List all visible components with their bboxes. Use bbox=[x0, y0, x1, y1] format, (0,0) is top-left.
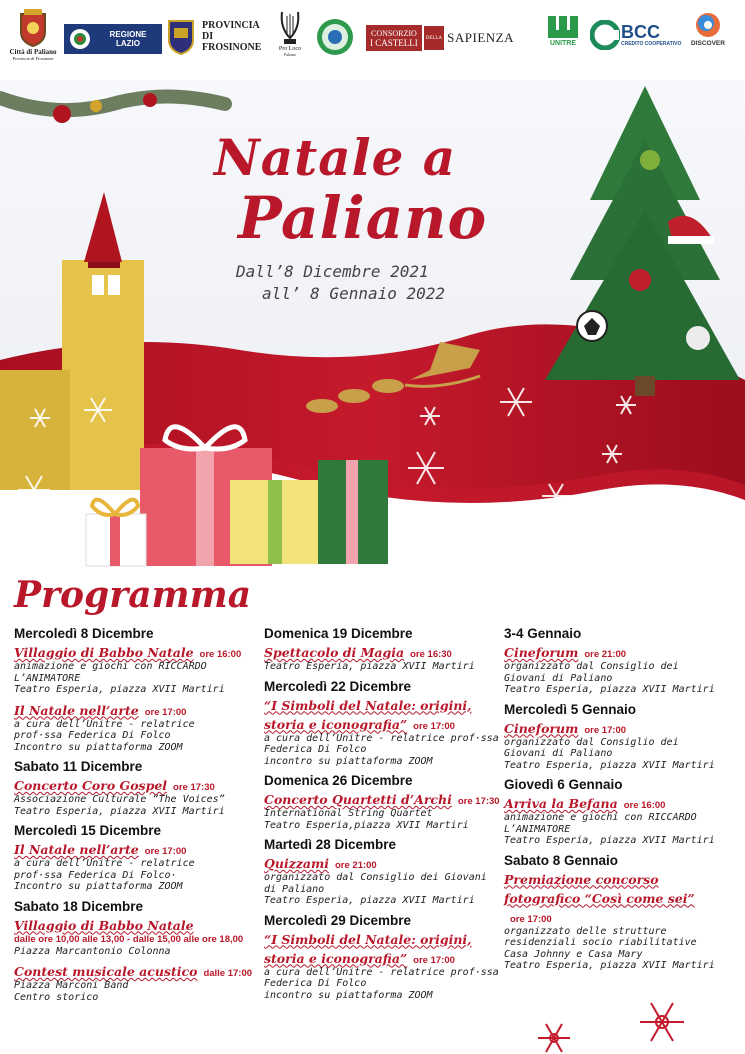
event-date: Martedì 28 Dicembre bbox=[264, 837, 397, 852]
event-title: Villaggio di Babbo Natale bbox=[14, 645, 194, 660]
event-description: a cura dell’Unitre - relatrice prof·ssa Federica Di Folco· Incontro su piattaforma ZOOM bbox=[14, 858, 195, 892]
event-description: organizzato dal Consiglio dei Giovani di Paliano Teatro Esperia, piazza XVII Martiri bbox=[504, 661, 715, 695]
event-date: Mercoledì 22 Dicembre bbox=[264, 678, 412, 694]
event-title: “I Simboli del Natale: origini, storia e iconografia” bbox=[264, 697, 472, 732]
consorzio-logo: CONSORZIO I CASTELLI DELLA SAPIENZA bbox=[366, 25, 514, 51]
event-item bbox=[504, 793, 739, 847]
event-time: ore 16:00 bbox=[623, 800, 666, 811]
event-time: dalle 17:00 bbox=[203, 968, 253, 979]
title-line-1: Natale a bbox=[214, 128, 457, 187]
event-date: Mercoledì 15 Dicembre bbox=[14, 823, 162, 838]
swirl-icon bbox=[693, 10, 723, 40]
event-title: “I Simboli del Natale: origini, storia e iconografia” bbox=[264, 931, 472, 966]
regione-label: REGIONE LAZIO bbox=[109, 30, 147, 48]
event-title: Cineforum bbox=[504, 720, 579, 736]
event-time: ore 21:00 bbox=[584, 649, 627, 660]
event-date: Domenica 19 Dicembre bbox=[264, 626, 413, 641]
event-item bbox=[504, 642, 739, 696]
crest-icon bbox=[18, 8, 48, 48]
event-date: Mercoledì 8 Dicembre bbox=[14, 626, 154, 641]
event-item bbox=[504, 869, 739, 972]
bottom-snowflakes bbox=[0, 974, 745, 1054]
event-description: a cura dell’Unitre - relatrice prof·ssa Federica Di Folco Incontro su piattaforma ZOOM bbox=[14, 718, 195, 753]
program-column-3 bbox=[504, 626, 739, 976]
event-time: ore 17:00 bbox=[584, 724, 627, 736]
event-title: Contest musicale acustico bbox=[14, 964, 198, 979]
event-description: organizzato dal Consiglio dei Giovani di Paliano Teatro Esperia, piazza XVII Martiri bbox=[264, 872, 487, 906]
event-description: animazione e giochi con RICCARDO L’ANIMATORE Teatro Esperia, piazza XVII Martiri bbox=[504, 812, 715, 846]
event-item bbox=[14, 839, 259, 893]
lyre-icon bbox=[278, 8, 302, 46]
event-time: ore 17:30 bbox=[457, 796, 500, 807]
event-description: animazione e giochi con RICCARDO L’ANIMATORE Teatro Esperia, piazza XVII Martiri bbox=[14, 661, 225, 695]
event-time: ore 17:00 bbox=[413, 954, 455, 966]
date-range-line-1: Dall’8 Dicembre 2021 bbox=[236, 262, 429, 281]
event-title: Concerto Quartetti d’Archi bbox=[264, 792, 452, 807]
event-time: ore 16:30 bbox=[410, 649, 452, 660]
event-item bbox=[264, 853, 504, 907]
event-title: Il Natale nell’arte bbox=[14, 702, 139, 718]
event-time-range: dalle ore 10,00 alle 13,00 - dalle 15,00 alle ore 18,00 bbox=[14, 933, 244, 945]
event-description: Piazza Marconi Band Centro storico bbox=[14, 980, 129, 1003]
event-item bbox=[14, 775, 259, 817]
event-date: Sabato 8 Gennaio bbox=[504, 852, 619, 868]
date-range-line-2: all’ 8 Gennaio 2022 bbox=[262, 284, 446, 303]
bcc-logo: BCC CREDITO COOPERATIVO bbox=[590, 18, 681, 52]
event-date: Giovedì 6 Gennaio bbox=[504, 777, 623, 792]
program-heading: Programma bbox=[14, 574, 252, 616]
proloco-logo: Pro Loco Paliano bbox=[272, 8, 308, 57]
event-time: ore 17:30 bbox=[173, 782, 215, 793]
event-time: ore 17:00 bbox=[510, 913, 552, 925]
event-item bbox=[14, 700, 259, 754]
green-seal-icon bbox=[316, 18, 354, 56]
event-description: Piazza Marcantonio Colonna bbox=[14, 945, 171, 957]
circle-green-logo bbox=[316, 18, 354, 56]
discover-logo: DISCOVER bbox=[686, 10, 730, 47]
provincia-label: PROVINCIA DI FROSINONE bbox=[202, 19, 262, 53]
event-time: ore 17:00 bbox=[413, 720, 455, 732]
event-date: Sabato 11 Dicembre bbox=[14, 759, 143, 774]
event-description: a cura dell’Unitre - relatrice prof·ssa Federica Di Folco incontro su piattaforma ZOOM bbox=[264, 732, 499, 767]
event-date: Sabato 18 Dicembre bbox=[14, 898, 144, 914]
event-description: organizzato dal Consiglio dei Giovani di Paliano Teatro Esperia, piazza XVII Martiri bbox=[504, 736, 715, 771]
event-title: Quizzami bbox=[264, 856, 329, 871]
regione-lazio-logo bbox=[64, 24, 162, 54]
event-title: Cineforum bbox=[504, 645, 579, 660]
unitre-mark-icon bbox=[546, 14, 580, 40]
event-date: Mercoledì 29 Dicembre bbox=[264, 912, 412, 928]
event-time: ore 17:00 bbox=[144, 706, 187, 718]
regione-emblem-icon bbox=[65, 25, 95, 53]
event-description: Associazione Culturale “The Voices” Teatro Esperia, piazza XVII Martiri bbox=[14, 794, 225, 817]
event-title: Premiazione concorso fotografico “Così come sei” bbox=[504, 871, 695, 906]
bcc-mark-icon bbox=[590, 20, 620, 50]
title-line-2: Paliano bbox=[238, 184, 488, 252]
hero-illustration bbox=[0, 80, 745, 580]
event-item bbox=[264, 695, 504, 768]
event-description: a cura dell’Unitre - relatrice prof·ssa Federica Di Folco incontro su piattaforma ZOOM bbox=[264, 966, 499, 1001]
event-date: Domenica 26 Dicembre bbox=[264, 773, 413, 788]
event-time: ore 16:00 bbox=[199, 649, 242, 660]
event-description: organizzato delle strutture residenziali socio riabilitative Casa Johnny e Casa Mary Teatro Esperia, piazza XVII Martiri bbox=[504, 925, 715, 971]
comune-logo: Città di Paliano Provincia di Frosinone bbox=[8, 8, 58, 61]
unitre-logo: UNITRE bbox=[544, 14, 582, 47]
event-item bbox=[14, 915, 259, 958]
program-column-2 bbox=[264, 626, 504, 1005]
event-date: 3-4 Gennaio bbox=[504, 626, 582, 641]
event-item bbox=[14, 642, 259, 696]
event-item bbox=[264, 789, 504, 831]
event-title: Il Natale nell’arte bbox=[14, 842, 139, 857]
event-description: International String Quartet Teatro Esperia,piazza XVII Martiri bbox=[264, 808, 469, 831]
event-time: ore 21:00 bbox=[335, 860, 377, 871]
event-item bbox=[504, 718, 739, 772]
sponsor-bar bbox=[0, 0, 745, 80]
event-description: Teatro Esperia, piazza XVII Martiri bbox=[264, 661, 475, 672]
event-date: Mercoledì 5 Gennaio bbox=[504, 701, 637, 717]
event-title: Concerto Coro Gospel bbox=[14, 778, 168, 793]
event-title: Arriva la Befana bbox=[504, 796, 618, 811]
provincia-logo bbox=[166, 16, 276, 56]
event-time: ore 17:00 bbox=[144, 846, 187, 857]
provincia-shield-icon bbox=[166, 16, 196, 56]
program-column-1 bbox=[14, 626, 259, 1007]
event-title: Villaggio di Babbo Natale bbox=[14, 917, 194, 933]
event-item bbox=[264, 642, 504, 673]
event-title: Spettacolo di Magia bbox=[264, 645, 405, 660]
